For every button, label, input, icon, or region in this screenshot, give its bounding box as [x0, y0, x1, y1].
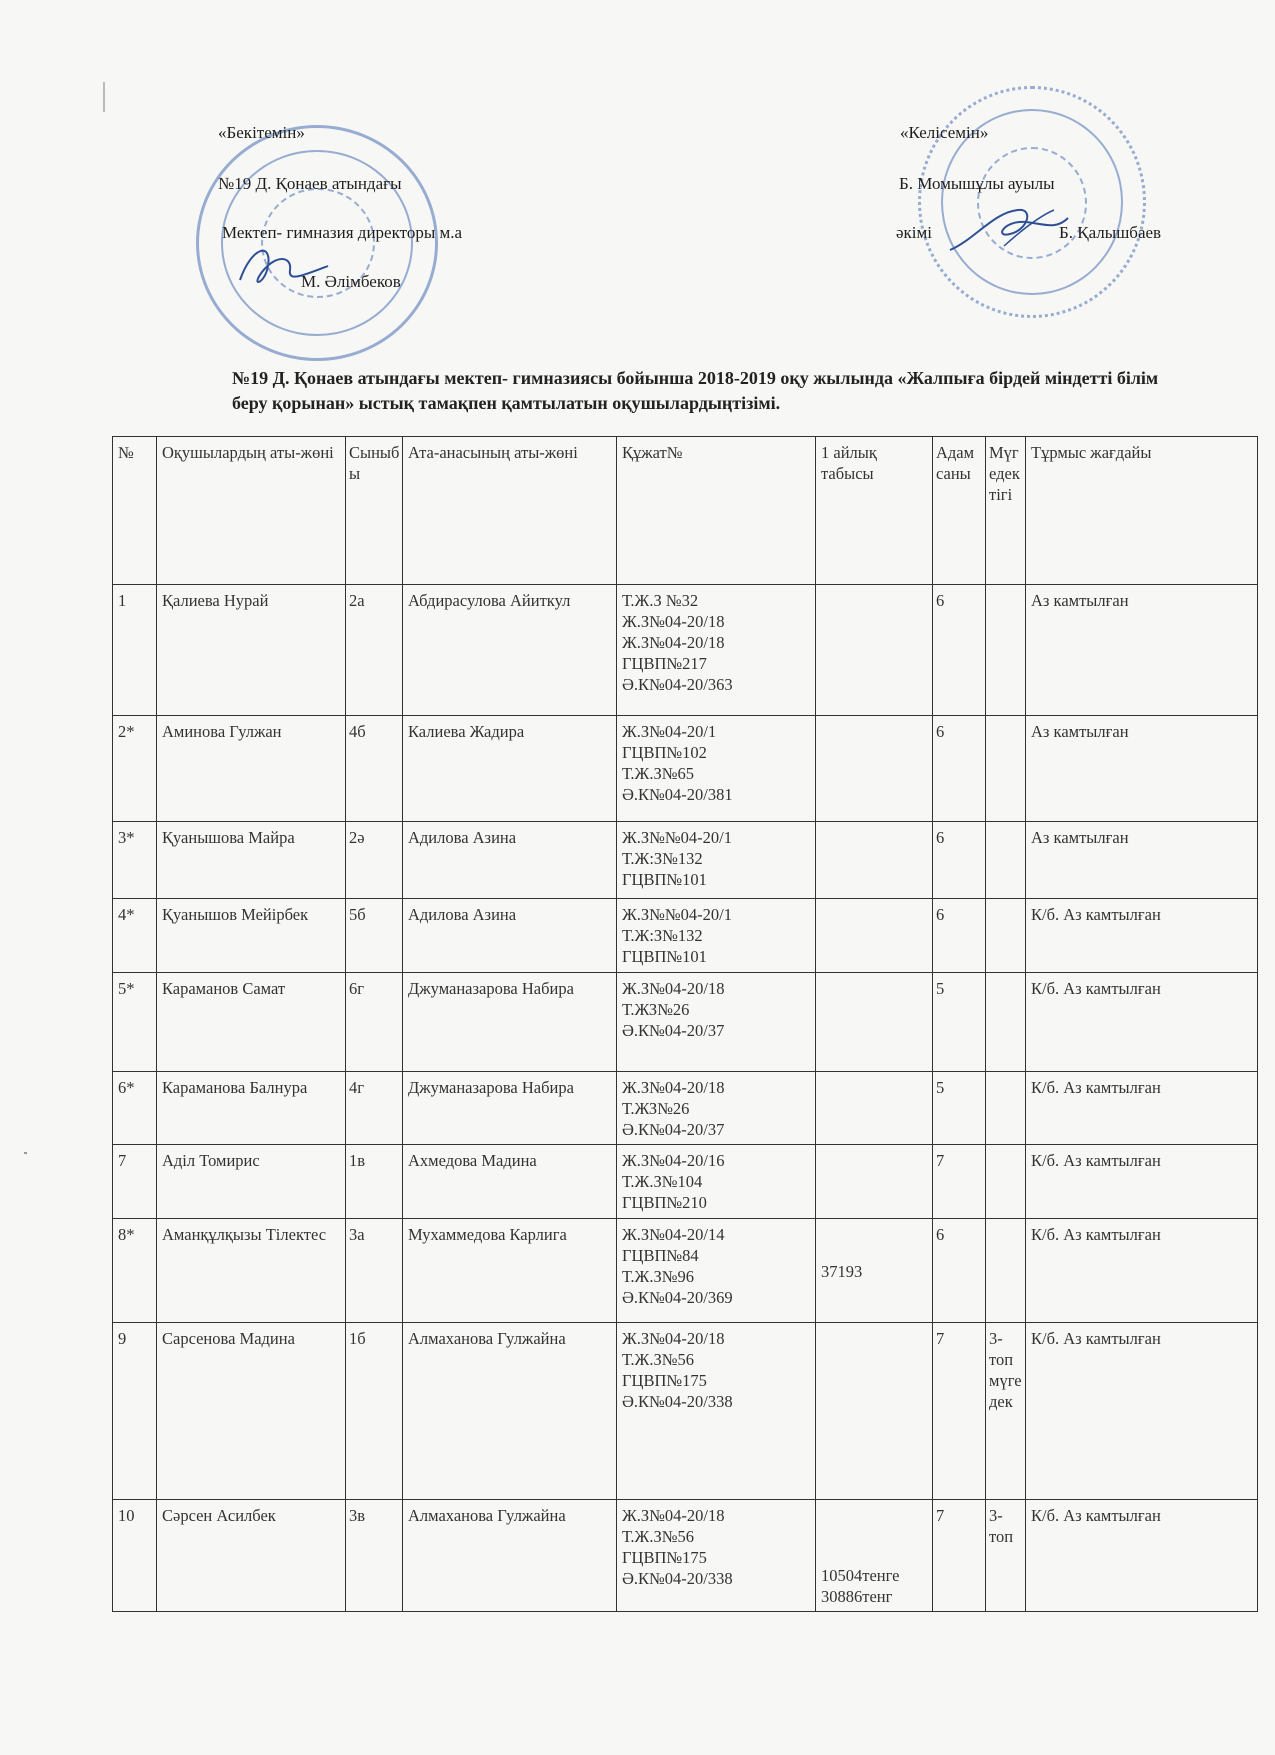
approve-left-label: «Бекітемін» [218, 123, 305, 142]
cell-people-count: 6 [933, 716, 986, 822]
cell-documents: Ж.З№04-20/18 Т.Ж.З№56 ГЦВП№175 Ә.К№04-20/338 [617, 1500, 816, 1612]
cell-class: 3а [346, 1219, 403, 1323]
col-header-people-count: Адам саны [933, 437, 986, 585]
cell-row-number: 1 [113, 585, 157, 716]
cell-row-number: 6* [113, 1072, 157, 1145]
cell-documents: Ж.З№04-20/16 Т.Ж.З№104 ГЦВП№210 [617, 1145, 816, 1219]
cell-living-status: Аз камтылған [1026, 716, 1258, 822]
cell-row-number: 8* [113, 1219, 157, 1323]
approve-right-line2-role: әкімі [896, 223, 933, 242]
cell-documents: Ж.З№04-20/18 Т.ЖЗ№26 Ә.К№04-20/37 [617, 973, 816, 1072]
cell-parent-name: Алмаханова Гулжайна [403, 1500, 617, 1612]
cell-student-name: Қуанышова Майра [157, 822, 346, 899]
cell-class: 2а [346, 585, 403, 716]
table-row [113, 1072, 1258, 1145]
table-row [113, 585, 1258, 716]
cell-monthly-income [816, 1072, 933, 1145]
cell-people-count: 7 [933, 1145, 986, 1219]
cell-living-status: К/б. Аз камтылған [1026, 1323, 1258, 1500]
cell-class: 5б [346, 899, 403, 973]
cell-people-count: 7 [933, 1323, 986, 1500]
approve-right-label: «Келісемін» [900, 123, 989, 142]
cell-people-count: 7 [933, 1500, 986, 1612]
col-header-living-status: Тұрмыс жағдайы [1026, 437, 1258, 585]
cell-documents: Ж.З№№04-20/1 Т.Ж:З№132 ГЦВП№101 [617, 822, 816, 899]
cell-class: 3в [346, 1500, 403, 1612]
cell-parent-name: Джуманазарова Набира [403, 1072, 617, 1145]
cell-student-name: Сарсенова Мадина [157, 1323, 346, 1500]
cell-living-status: Аз камтылған [1026, 822, 1258, 899]
cell-monthly-income [816, 822, 933, 899]
cell-living-status: К/б. Аз камтылған [1026, 1145, 1258, 1219]
cell-documents: Т.Ж.З №32 Ж.З№04-20/18 Ж.З№04-20/18 ГЦВП№217 Ә.К№04-20/363 [617, 585, 816, 716]
cell-row-number: 4* [113, 899, 157, 973]
cell-documents: Ж.З№04-20/1 ГЦВП№102 Т.Ж.З№65 Ә.К№04-20/381 [617, 716, 816, 822]
document-title: №19 Д. Қонаев атындағы мектеп- гимназиясы бойынша 2018-2019 оқу жылында «Жалпыға бірдей міндетті білім беру қорынан» ыстық тамақпен қамтылатын оқушылардыңтізімі. [232, 368, 1159, 413]
cell-monthly-income [816, 716, 933, 822]
cell-parent-name: Адилова Азина [403, 822, 617, 899]
cell-living-status: К/б. Аз камтылған [1026, 1219, 1258, 1323]
cell-disability [986, 822, 1026, 899]
cell-class: 1в [346, 1145, 403, 1219]
cell-student-name: Аділ Томирис [157, 1145, 346, 1219]
cell-people-count: 6 [933, 899, 986, 973]
cell-monthly-income [816, 899, 933, 973]
cell-disability [986, 585, 1026, 716]
cell-people-count: 6 [933, 585, 986, 716]
cell-documents: Ж.З№№04-20/1 Т.Ж:З№132 ГЦВП№101 [617, 899, 816, 973]
cell-monthly-income: 10504тенге 30886тенг [816, 1500, 933, 1612]
cell-parent-name: Абдирасулова Айиткул [403, 585, 617, 716]
cell-disability [986, 899, 1026, 973]
table-body [113, 585, 1258, 1612]
cell-disability [986, 1219, 1026, 1323]
cell-disability [986, 1072, 1026, 1145]
cell-parent-name: Мухаммедова Карлига [403, 1219, 617, 1323]
signature-right [944, 200, 1074, 260]
cell-parent-name: Калиева Жадира [403, 716, 617, 822]
cell-monthly-income [816, 585, 933, 716]
col-header-student-name: Оқушылардың аты-жөні [157, 437, 346, 585]
cell-parent-name: Ахмедова Мадина [403, 1145, 617, 1219]
cell-living-status: К/б. Аз камтылған [1026, 899, 1258, 973]
col-header-number: № [113, 437, 157, 585]
table-row [113, 822, 1258, 899]
table-row [113, 973, 1258, 1072]
cell-people-count: 5 [933, 973, 986, 1072]
scan-mark [103, 82, 105, 112]
table-row [113, 1145, 1258, 1219]
cell-student-name: Аминова Гулжан [157, 716, 346, 822]
cell-student-name: Қуанышов Мейірбек [157, 899, 346, 973]
cell-monthly-income [816, 1323, 933, 1500]
students-table [112, 436, 1258, 1612]
approve-right-signer: Б. Қалышбаев [1059, 223, 1162, 242]
cell-monthly-income: 37193 [816, 1219, 933, 1323]
cell-documents: Ж.З№04-20/18 Т.Ж.З№56 ГЦВП№175 Ә.К№04-20/338 [617, 1323, 816, 1500]
cell-parent-name: Джуманазарова Набира [403, 973, 617, 1072]
cell-disability: 3-топ [986, 1500, 1026, 1612]
cell-disability [986, 1145, 1026, 1219]
approve-left-signer: М. Әлімбеков [301, 272, 401, 291]
cell-row-number: 2* [113, 716, 157, 822]
table-row [113, 1323, 1258, 1500]
cell-living-status: К/б. Аз камтылған [1026, 973, 1258, 1072]
table-row [113, 1219, 1258, 1323]
cell-class: 2ә [346, 822, 403, 899]
cell-parent-name: Адилова Азина [403, 899, 617, 973]
cell-class: 4б [346, 716, 403, 822]
approve-left-line1: №19 Д. Қонаев атындағы [218, 174, 402, 193]
cell-row-number: 10 [113, 1500, 157, 1612]
cell-student-name: Аманқұлқызы Тілектес [157, 1219, 346, 1323]
col-header-parent-name: Ата-анасының аты-жөні [403, 437, 617, 585]
cell-living-status: К/б. Аз камтылған [1026, 1072, 1258, 1145]
table-row [113, 716, 1258, 822]
cell-row-number: 3* [113, 822, 157, 899]
cell-monthly-income [816, 973, 933, 1072]
cell-class: 1б [346, 1323, 403, 1500]
cell-parent-name: Алмаханова Гулжайна [403, 1323, 617, 1500]
col-header-disability: Мүгедектігі [986, 437, 1026, 585]
col-header-class: Сыныбы [346, 437, 403, 585]
cell-people-count: 6 [933, 1219, 986, 1323]
col-header-monthly-income: 1 айлық табысы [816, 437, 933, 585]
cell-student-name: Қалиева Нурай [157, 585, 346, 716]
table-row [113, 899, 1258, 973]
table-row [113, 1500, 1258, 1612]
approve-left-line2: Мектеп- гимназия директоры м.а [222, 223, 463, 242]
cell-disability: 3-топ мүгедек [986, 1323, 1026, 1500]
cell-row-number: 5* [113, 973, 157, 1072]
cell-documents: Ж.З№04-20/18 Т.ЖЗ№26 Ә.К№04-20/37 [617, 1072, 816, 1145]
cell-documents: Ж.З№04-20/14 ГЦВП№84 Т.Ж.З№96 Ә.К№04-20/369 [617, 1219, 816, 1323]
col-header-document: Құжат№ [617, 437, 816, 585]
cell-class: 6г [346, 973, 403, 1072]
cell-student-name: Караманова Балнура [157, 1072, 346, 1145]
cell-people-count: 5 [933, 1072, 986, 1145]
cell-monthly-income [816, 1145, 933, 1219]
cell-row-number: 7 [113, 1145, 157, 1219]
cell-living-status: Аз камтылған [1026, 585, 1258, 716]
scan-mark [24, 1152, 27, 1154]
cell-people-count: 6 [933, 822, 986, 899]
cell-class: 4г [346, 1072, 403, 1145]
approve-right-line1: Б. Момышұлы ауылы [899, 174, 1055, 193]
cell-student-name: Сәрсен Асилбек [157, 1500, 346, 1612]
cell-disability [986, 716, 1026, 822]
cell-disability [986, 973, 1026, 1072]
cell-row-number: 9 [113, 1323, 157, 1500]
cell-student-name: Караманов Самат [157, 973, 346, 1072]
cell-living-status: К/б. Аз камтылған [1026, 1500, 1258, 1612]
table-header-row [113, 437, 1258, 585]
